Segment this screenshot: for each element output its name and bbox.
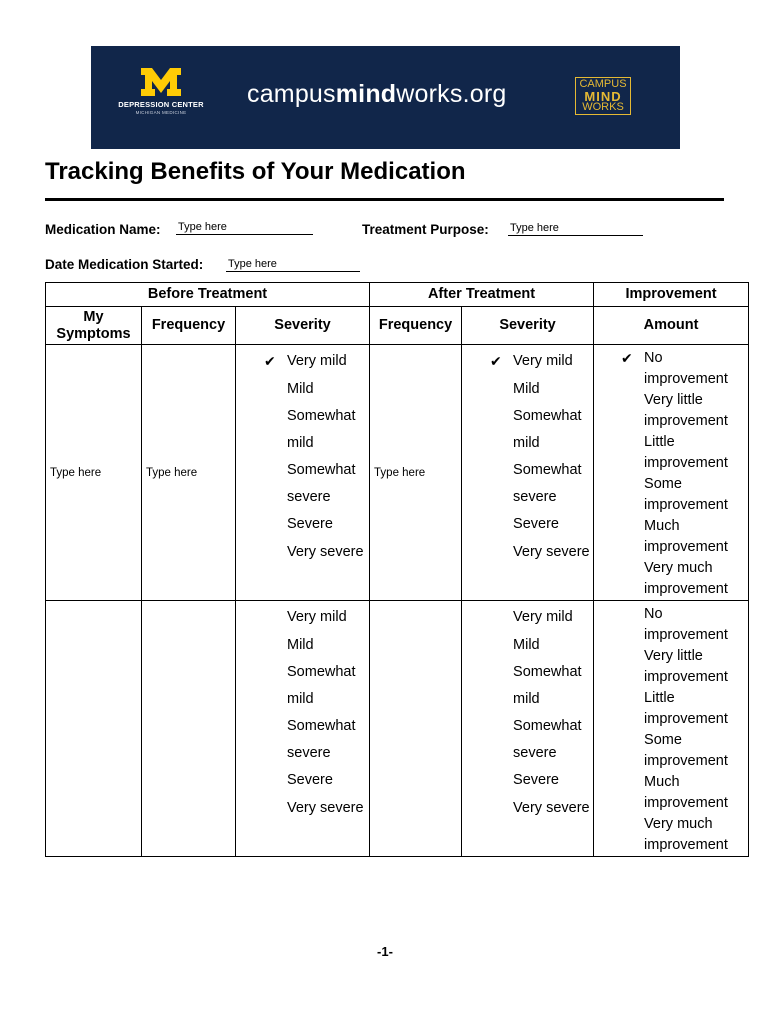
col-my-symptoms: My Symptoms bbox=[46, 307, 142, 345]
severity-after-options bbox=[462, 345, 594, 601]
improvement-option[interactable]: Much improvement bbox=[644, 774, 728, 811]
depression-center-text: DEPRESSION CENTER bbox=[118, 100, 204, 109]
improvement-option[interactable]: No improvement bbox=[644, 606, 728, 643]
checkmark-icon: ✔ bbox=[490, 353, 502, 369]
improvement-option[interactable]: ✔ No improvement bbox=[621, 350, 728, 387]
col-frequency-after: Frequency bbox=[370, 307, 462, 345]
improvement-option[interactable]: Much improvement bbox=[644, 518, 728, 555]
severity-option[interactable]: Very severe bbox=[513, 543, 590, 560]
severity-after-options bbox=[462, 601, 594, 857]
severity-option[interactable]: Very mild bbox=[287, 609, 347, 625]
date-started-field[interactable]: Type here bbox=[226, 258, 360, 272]
severity-option[interactable]: Somewhat mild bbox=[287, 664, 356, 707]
university-m-logo bbox=[107, 66, 215, 115]
table-row bbox=[46, 345, 749, 601]
col-severity-before: Severity bbox=[236, 307, 370, 345]
improvement-header: Improvement bbox=[594, 283, 749, 307]
frequency-after-field[interactable]: Type here bbox=[370, 345, 462, 601]
title-divider bbox=[45, 198, 724, 201]
checkmark-icon: ✔ bbox=[621, 350, 633, 366]
michigan-medicine-text: MICHIGAN MEDICINE bbox=[135, 110, 187, 115]
improvement-option[interactable]: Some improvement bbox=[644, 476, 728, 513]
medication-tracking-table bbox=[45, 282, 749, 857]
severity-option[interactable]: Very mild bbox=[513, 609, 573, 625]
site-url[interactable]: campusmindworks.org bbox=[247, 80, 507, 108]
campus-mind-works-logo: CAMPUS MIND WORKS bbox=[575, 77, 631, 115]
symptom-field[interactable] bbox=[46, 601, 142, 857]
treatment-purpose-label: Treatment Purpose: bbox=[362, 222, 489, 237]
table-row bbox=[46, 601, 749, 857]
improvement-option[interactable]: Very little improvement bbox=[644, 392, 728, 429]
improvement-options bbox=[594, 601, 749, 857]
header-banner bbox=[91, 46, 680, 149]
checkmark-icon: ✔ bbox=[264, 353, 276, 369]
block-m-icon bbox=[139, 66, 183, 98]
medication-name-label: Medication Name: bbox=[45, 222, 161, 237]
improvement-option[interactable]: Very little improvement bbox=[644, 648, 728, 685]
severity-option[interactable]: Somewhat mild bbox=[287, 408, 356, 451]
page-number: -1- bbox=[377, 944, 393, 959]
severity-option[interactable]: Severe bbox=[287, 516, 333, 532]
severity-option[interactable]: Somewhat severe bbox=[287, 462, 356, 505]
severity-option[interactable]: Mild bbox=[287, 636, 314, 653]
col-amount: Amount bbox=[594, 307, 749, 345]
severity-option[interactable]: Mild bbox=[513, 380, 540, 397]
improvement-option[interactable]: Very much improvement bbox=[644, 816, 728, 853]
severity-option[interactable]: Severe bbox=[513, 516, 559, 532]
treatment-purpose-field[interactable]: Type here bbox=[508, 222, 643, 236]
severity-option[interactable]: Somewhat severe bbox=[513, 718, 582, 761]
medication-name-field[interactable]: Type here bbox=[176, 221, 313, 235]
severity-option[interactable]: Somewhat mild bbox=[513, 664, 582, 707]
symptom-field[interactable]: Type here bbox=[46, 345, 142, 601]
improvement-options bbox=[594, 345, 749, 601]
improvement-option[interactable]: Little improvement bbox=[644, 690, 728, 727]
severity-option[interactable]: Severe bbox=[513, 772, 559, 788]
improvement-option[interactable]: Little improvement bbox=[644, 434, 728, 471]
date-started-label: Date Medication Started: bbox=[45, 257, 204, 272]
improvement-option[interactable]: Very much improvement bbox=[644, 560, 728, 597]
improvement-option[interactable]: Some improvement bbox=[644, 732, 728, 769]
severity-option[interactable]: Very severe bbox=[513, 799, 590, 816]
severity-option[interactable]: ✔ Very mild bbox=[236, 348, 369, 376]
page-title: Tracking Benefits of Your Medication bbox=[45, 158, 466, 185]
after-treatment-header: After Treatment bbox=[370, 283, 594, 307]
frequency-after-field[interactable] bbox=[370, 601, 462, 857]
col-frequency-before: Frequency bbox=[142, 307, 236, 345]
severity-option[interactable]: ✔ Very mild bbox=[462, 348, 593, 376]
frequency-before-field[interactable] bbox=[142, 601, 236, 857]
severity-option[interactable]: Severe bbox=[287, 772, 333, 788]
severity-option[interactable]: Mild bbox=[287, 380, 314, 397]
frequency-before-field[interactable]: Type here bbox=[142, 345, 236, 601]
severity-before-options bbox=[236, 601, 370, 857]
severity-option[interactable]: Very severe bbox=[287, 799, 364, 816]
severity-option[interactable]: Somewhat severe bbox=[287, 718, 356, 761]
before-treatment-header: Before Treatment bbox=[46, 283, 370, 307]
severity-option[interactable]: Somewhat mild bbox=[513, 408, 582, 451]
severity-option[interactable]: Very severe bbox=[287, 543, 364, 560]
col-severity-after: Severity bbox=[462, 307, 594, 345]
severity-option[interactable]: Mild bbox=[513, 636, 540, 653]
severity-option[interactable]: Somewhat severe bbox=[513, 462, 582, 505]
severity-before-options bbox=[236, 345, 370, 601]
